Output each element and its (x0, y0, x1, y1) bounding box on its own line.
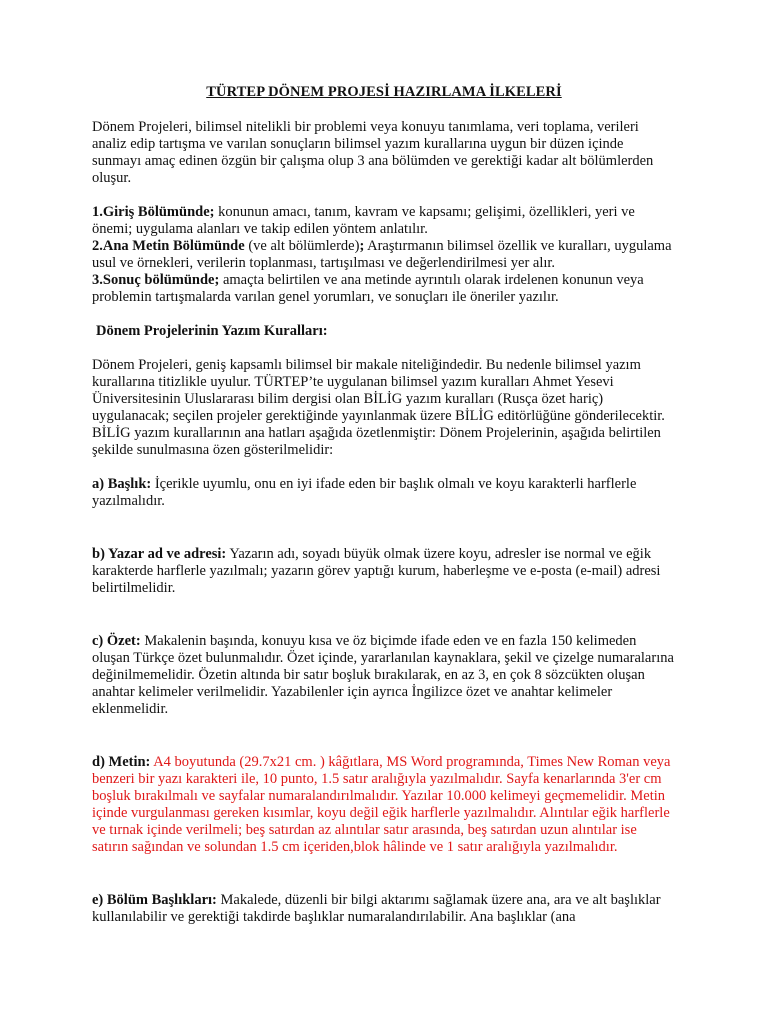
item-c-label: c) Özet: (92, 633, 141, 649)
item-e-bolum-basliklari (92, 892, 676, 926)
section-giris-label: 1.Giriş Bölümünde; (92, 204, 215, 220)
item-b-text: Yazarın adı, soyadı büyük olmak üzere koyu, adresler ise normal ve eğik karakterde harflerle yazılmalı; yazarın görev yaptığı kurum, haberleşme ve e-posta (e-mail) adresi belirtilmelidir. (92, 546, 661, 596)
section-ana-semicolon: ; (359, 238, 365, 254)
intro-paragraph: Dönem Projeleri, bilimsel nitelikli bir problemi veya konuyu tanımlama, veri toplama, verileri analiz edip tartışma ve varılan sonuçların bilimsel yazım kurallarına uygun bir düzen içinde sunmayı amaç edinen özgün bir çalışma olup 3 ana bölümden ve gerektiği kadar alt bölümlerden oluşur. (92, 119, 654, 186)
section-sonuc-label: 3.Sonuç bölümünde; (92, 272, 220, 288)
rules-intro-paragraph: Dönem Projeleri, geniş kapsamlı bilimsel bir makale niteliğindedir. Bu nedenle bilimsel yazım kurallarına titizlikle uyulur. TÜRTEP’te uygulanan bilimsel yazım kuralları Ahmet Yesevi Üniversitesinin Uluslararası bilim dergisi olan BİLİG yazım kuralları (Rusça özet hariç) uygulanacak; seçilen projeler gerektiğinde yayınlanmak üzere BİLİG editörlüğüne gönderilecektir. BİLİG yazım kurallarının ana hatları aşağıda özetlenmiştir: Dönem Projelerinin, aşağıda belirtilen şekilde sunulmasına özen gösterilmelidir: (92, 357, 665, 458)
section-ana-text: Araştırmanın bilimsel özellik ve kuralları, uygulama usul ve örnekleri, verilerin toplanması, tartışılması ve değerlendirilmesi yer alır. (92, 238, 672, 271)
item-c-text: Makalenin başında, konuyu kısa ve öz biçimde ifade eden ve en fazla 150 kelimeden oluşan Türkçe özet bulunmalıdır. Özet içinde, yararlanılan kaynaklara, şekil ve çizelge numaralarına değinilmemelidir. Özetin altında bir satır boşluk bırakılarak, en az 3, en çok 8 sözcükten oluşan anahtar kelimeler verilmelidir. Yazabilenler için ayrıca İngilizce özet ve anahtar kelimeler eklenmelidir. (92, 633, 674, 717)
item-d-metin (92, 754, 676, 856)
item-a-baslik (92, 476, 676, 510)
document-title: TÜRTEP DÖNEM PROJESİ HAZIRLAMA İLKELERİ (206, 84, 562, 100)
item-d-text: A4 boyutunda (29.7x21 cm. ) kâğıtlara, MS Word programında, Times New Roman veya benzeri bir yazı karakteri ile, 10 punto, 1.5 satır aralığıyla yazılmalıdır. Sayfa kenarlarında 3'er cm boşluk bırakılmalı ve sayfalar numaralandırılmalıdır. Yazılar 10.000 kelimeyi geçmemelidir. Metin içinde vurgulanması gereken kısımlar, koyu değil eğik harflerle yazılmalıdır. Alıntılar eğik harflerle ve tırnak içinde verilmeli; beş satırdan az alıntılar satır arasında, beş satırdan uzun alıntılar ise satırın sağından ve solundan 1.5 cm içeriden,blok hâlinde ve 1 satır aralığıyla yazılmalıdır. (92, 754, 671, 855)
item-d-label: d) Metin: (92, 754, 151, 770)
section-ana-paren: (ve alt bölümlerde) (244, 238, 360, 254)
section-giris (92, 204, 676, 238)
section-ana-metin (92, 238, 676, 272)
item-a-text: İçerikle uyumlu, onu en iyi ifade eden bir başlık olmalı ve koyu karakterli harflerle yazılmalıdır. (92, 476, 637, 509)
item-b-yazar (92, 546, 676, 597)
rules-heading: Dönem Projelerinin Yazım Kuralları: (96, 323, 328, 339)
section-sonuc-text: amaçta belirtilen ve ana metinde ayrıntılı olarak irdelenen konunun veya problemin tartışmalarda varılan genel yorumları, ve sonuçları ile öneriler yazılır. (92, 272, 644, 305)
item-e-label: e) Bölüm Başlıkları: (92, 892, 217, 908)
section-sonuc (92, 272, 676, 306)
item-a-label: a) Başlık: (92, 476, 152, 492)
item-b-label: b) Yazar ad ve adresi: (92, 546, 227, 562)
item-c-ozet (92, 633, 676, 718)
section-ana-label: 2.Ana Metin Bölümünde (92, 238, 245, 254)
section-giris-text: konunun amacı, tanım, kavram ve kapsamı; gelişimi, özellikleri, yeri ve önemi; uygulama alanları ve takip edilen yöntem anlatılır. (92, 204, 635, 237)
item-e-text: Makalede, düzenli bir bilgi aktarımı sağlamak üzere ana, ara ve alt başlıklar kullanılabilir ve gerektiği takdirde başlıklar numaralandırılabilir. Ana başlıklar (ana (92, 892, 661, 925)
